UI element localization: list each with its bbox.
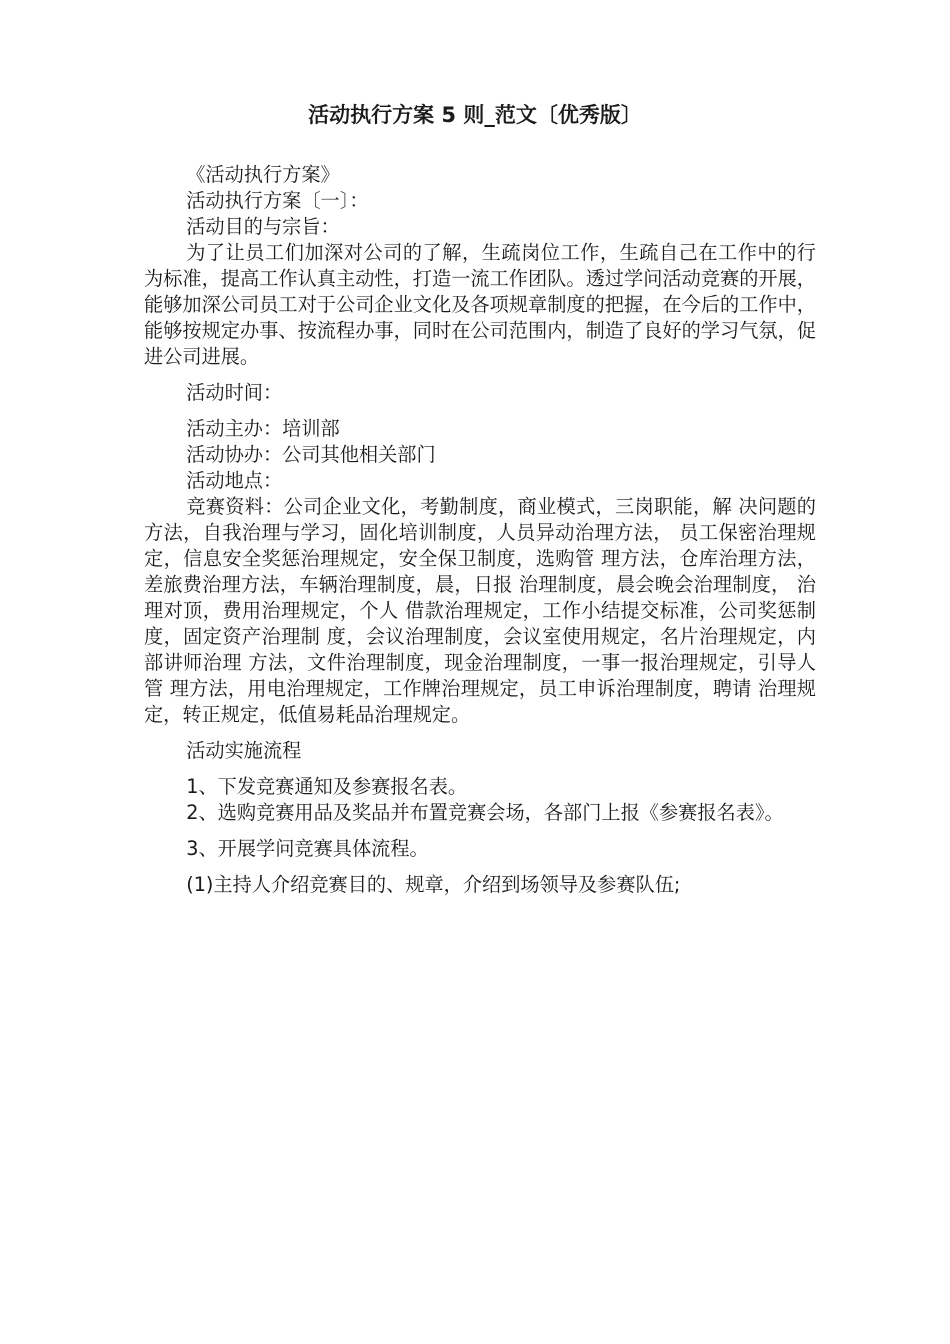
paragraph-location: 活动地点： — [186, 469, 283, 492]
paragraph-doc-name: 《活动执行方案》 — [186, 163, 340, 186]
paragraph-purpose-heading: 活动目的与宗旨： — [186, 215, 340, 238]
paragraph-step-3-1: (1)主持人介绍竞赛目的、规章，介绍到场领导及参赛队伍; — [186, 873, 681, 896]
document-body — [144, 162, 816, 898]
paragraph-step-2: 2、选购竞赛用品及奖品并布置竞赛会场，各部门上报《参赛报名表》。 — [186, 801, 784, 824]
paragraph-co-organizer: 活动协办：公司其他相关部门 — [186, 443, 436, 466]
paragraph-activity-time: 活动时间： — [186, 381, 283, 404]
paragraph-step-3: 3、开展学问竞赛具体流程。 — [186, 837, 429, 860]
paragraph-step-1: 1、下发竞赛通知及参赛报名表。 — [186, 775, 468, 798]
paragraph-purpose-text: 为了让员工们加深对公司的了解，生疏岗位工作，生疏自己在工作中的行为标准，提高工作认真主动性，打造一流工作团队。透过学问活动竞赛的开展，能够加深公司员工对于公司企业文化及各项规章制度的把握，在今后的工作中，能够按规定办事、按流程办事，同时在公司范围内，制造了良好的学习气氛，促进公司进展。 — [144, 241, 816, 368]
paragraph-plan-one-heading: 活动执行方案〔一〕： — [186, 189, 369, 212]
document-title: 活动执行方案 5 则_范文〔优秀版〕 — [308, 103, 642, 127]
paragraph-process-heading: 活动实施流程 — [186, 739, 302, 762]
paragraph-contest-materials: 竞赛资料：公司企业文化，考勤制度，商业模式，三岗职能，解 决问题的方法，自我治理与学习，固化培训制度，人员异动治理方法， 员工保密治理规定，信息安全奖惩治理规定，安全保卫制度，选购管 理方法，仓库治理方法，差旅费治理方法，车辆治理制度，晨，日报 治理制度，晨会晚会治理制度， 治理对顶，费用治理规定，个人 借款治理规定，工作小结提交标准，公司奖惩制度，固定资产治理制 度，会议治理制度，会议室使用规定，名片治理规定，内部讲师治理 方法，文件治理制度，现金治理制度，一事一报治理规定，引导人管 理方法，用电治理规定，工作牌治理规定，员工申诉治理制度，聘请 治理规定，转正规定，低值易耗品治理规定。 — [144, 495, 816, 726]
paragraph-organizer: 活动主办：培训部 — [186, 417, 340, 440]
